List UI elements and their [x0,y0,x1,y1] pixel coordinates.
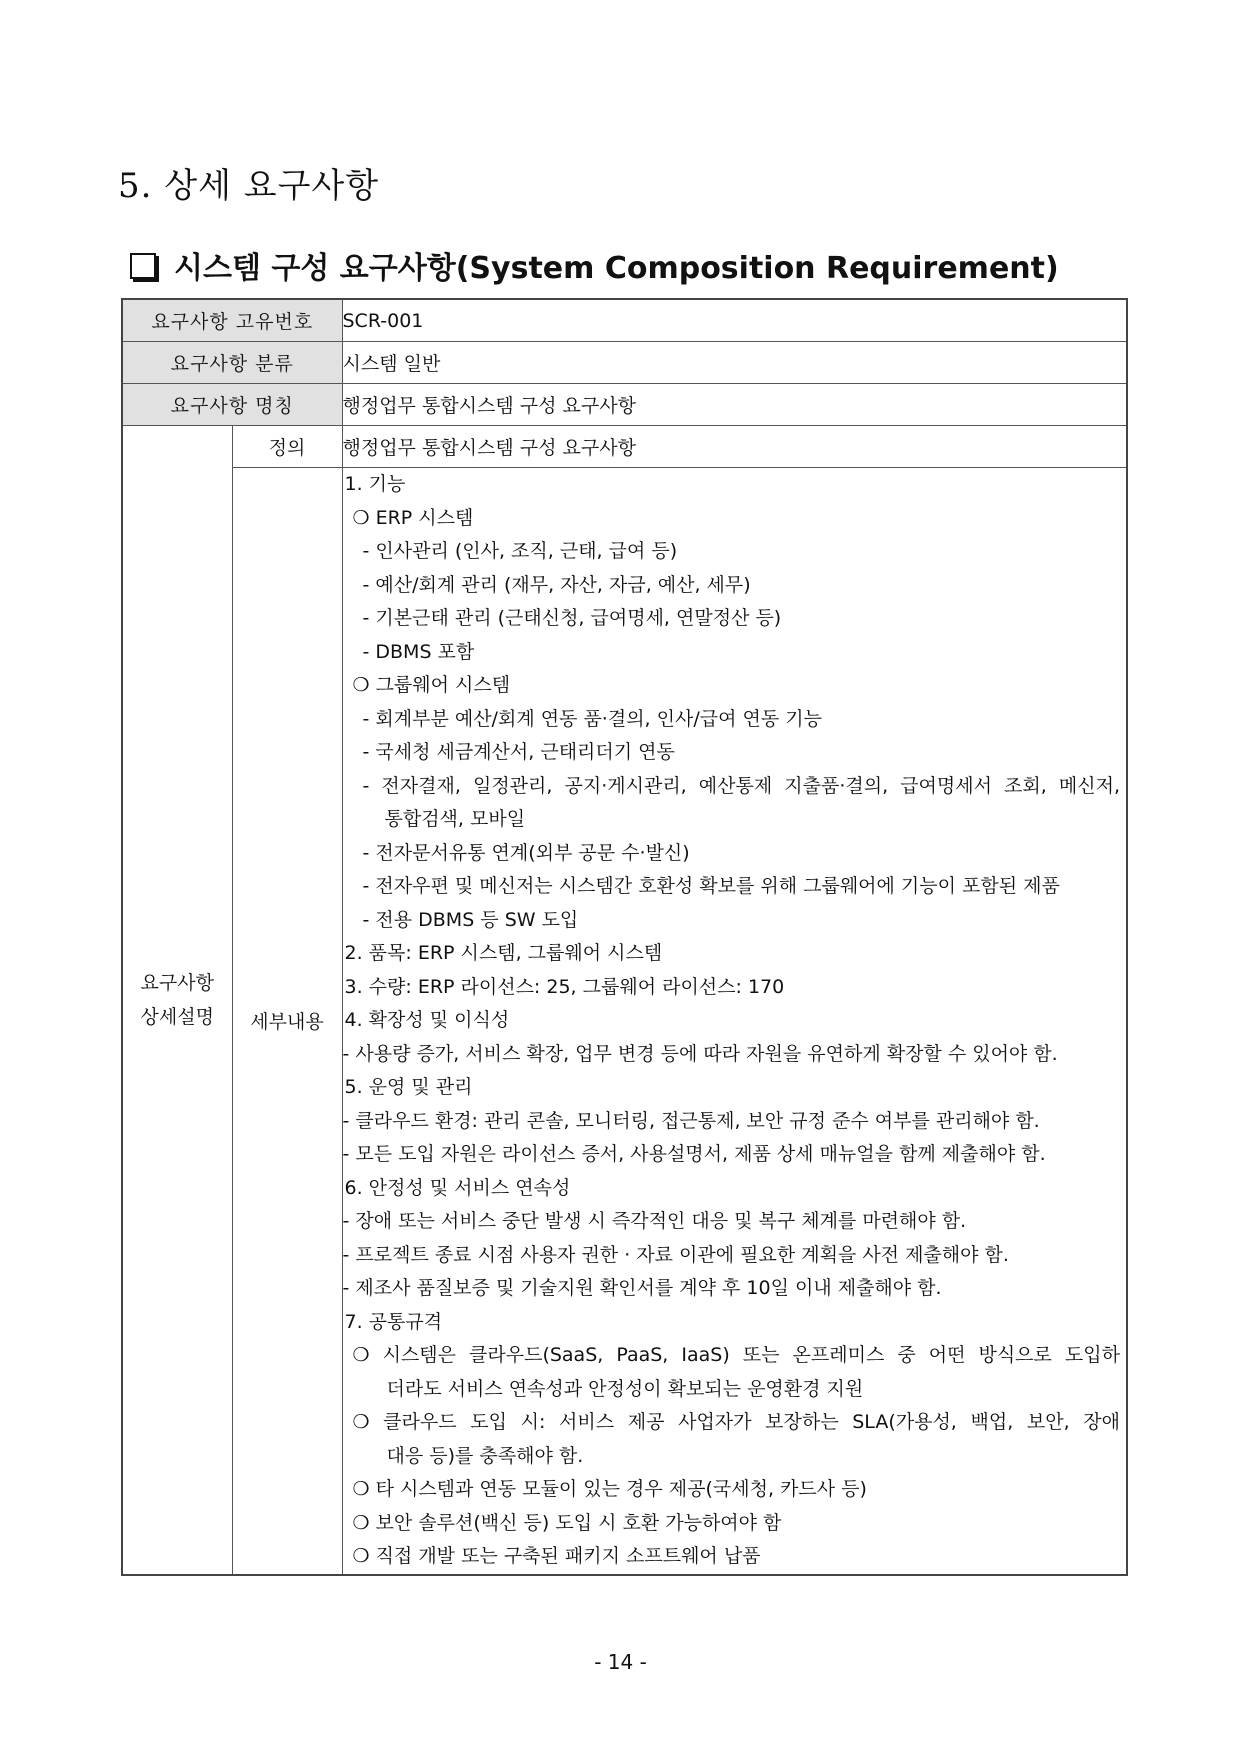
detail-line: - 전자문서유통 연계(외부 공문 수·발신) [362,841,690,864]
detail-line: - 국세청 세금계산서, 근태리더기 연동 [362,741,675,763]
detail-line: 5. 운영 및 관리 [344,1076,473,1098]
detail-line: - 회계부분 예산/회계 연동 품·결의, 인사/급여 연동 기능 [362,707,822,730]
requirement-id-value: SCR-001 [342,299,1127,342]
detail-line: 7. 공통규격 [344,1310,443,1333]
subsection-title-text: 시스템 구성 요구사항(System Composition Requirement) [174,251,1059,286]
detail-line: 1. 기능 [344,473,406,495]
detail-line: - 예산/회계 관리 (재무, 자산, 자금, 예산, 세무) [362,573,751,596]
row-label-id: 요구사항 고유번호 [122,299,342,342]
table-row [122,468,1127,1575]
subsection-title [130,243,1059,287]
detail-line: ❍ 타 시스템과 연동 모듈이 있는 경우 제공(국세청, 카드사 등) [352,1478,867,1500]
detail-line: ❍ 시스템은 클라우드(SaaS, PaaS, IaaS) 또는 온프레미스 중 어떤 방식으로 도입하 [352,1344,1120,1366]
detail-line: 4. 확장성 및 이식성 [344,1009,510,1031]
table-row [122,384,1127,426]
detail-line: ❍ 보안 솔루션(백신 등) 도입 시 호환 가능하여야 함 [352,1511,782,1534]
detail-line: ❍ 직접 개발 또는 구축된 패키지 소프트웨어 납품 [352,1545,761,1567]
row-label-category: 요구사항 분류 [122,342,342,384]
detail-line: 2. 품목: ERP 시스템, 그룹웨어 시스템 [344,942,663,964]
detail-line: - 인사관리 (인사, 조직, 근태, 급여 등) [362,540,678,562]
requirement-table [121,298,1128,1576]
detail-category-label [122,426,232,1575]
definition-label: 정의 [232,426,342,468]
detail-line: 대응 등)를 충족해야 함. [386,1444,584,1467]
detail-line: - 전자결재, 일정관리, 공지·게시관리, 예산통제 지출품·결의, 급여명세서 조회, 메신저, [362,774,1120,797]
detail-line: 더라도 서비스 연속성과 안정성이 확보되는 운영환경 지원 [386,1377,864,1400]
detail-line: - 전용 DBMS 등 SW 도입 [362,908,579,931]
table-row [122,426,1127,468]
definition-value: 행정업무 통합시스템 구성 요구사항 [342,426,1127,468]
detail-line: - DBMS 포함 [362,640,475,663]
detail-content [342,468,1127,1575]
detail-line: - 사용량 증가, 서비스 확장, 업무 변경 등에 따라 자원을 유연하게 확장할 수 있어야 함. [342,1042,1058,1065]
detail-line: - 장애 또는 서비스 중단 발생 시 즉각적인 대응 및 복구 체계를 마련해야 함. [342,1210,967,1232]
checkbox-square-icon [130,253,156,279]
detail-line: ❍ 그룹웨어 시스템 [352,674,511,696]
detail-line: ❍ 클라우드 도입 시: 서비스 제공 사업자가 보장하는 SLA(가용성, 백업, 보안, 장애 [352,1411,1120,1433]
page-number: - 14 - [594,1650,647,1674]
detail-line: - 기본근태 관리 (근태신청, 급여명세, 연말정산 등) [362,607,782,629]
detail-line: - 전자우편 및 메신저는 시스템간 호환성 확보를 위해 그룹웨어에 기능이 포함된 제품 [362,875,1060,897]
detail-lines [343,468,1127,1574]
detail-line: 통합검색, 모바일 [384,808,526,830]
detail-line: ❍ ERP 시스템 [352,506,474,529]
table-row [122,342,1127,384]
row-label-name: 요구사항 명칭 [122,384,342,426]
detail-line: 3. 수량: ERP 라이선스: 25, 그룹웨어 라이선스: 170 [344,975,785,998]
detail-label: 세부내용 [232,468,342,1575]
detail-line: - 프로젝트 종료 시점 사용자 권한 · 자료 이관에 필요한 계획을 사전 제출해야 함. [342,1243,1009,1266]
section-title: 5. 상세 요구사항 [118,166,380,206]
detail-category-text: 요구사항 상세설명 [140,971,214,1028]
requirement-name-value: 행정업무 통합시스템 구성 요구사항 [342,384,1127,426]
detail-line: - 클라우드 환경: 관리 콘솔, 모니터링, 접근통제, 보안 규정 준수 여부를 관리해야 함. [342,1109,1040,1132]
requirement-category-value: 시스템 일반 [342,342,1127,384]
table-row [122,299,1127,342]
detail-line: - 모든 도입 자원은 라이선스 증서, 사용설명서, 제품 상세 매뉴얼을 함께 제출해야 함. [342,1143,1046,1165]
detail-line: 6. 안정성 및 서비스 연속성 [344,1176,571,1199]
detail-line: - 제조사 품질보증 및 기술지원 확인서를 계약 후 10일 이내 제출해야 함. [342,1277,942,1299]
